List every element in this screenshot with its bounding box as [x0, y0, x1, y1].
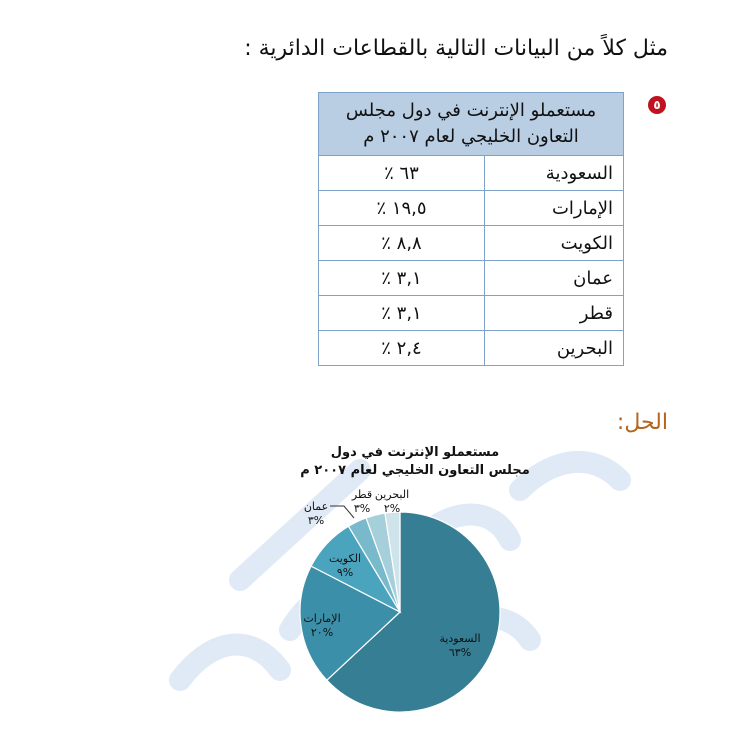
slice-value-label: %٣ [307, 514, 325, 527]
internet-users-table [318, 92, 624, 366]
value-cell: ٦٣ ٪ [319, 156, 485, 191]
slice-category-label: السعودية [439, 632, 481, 645]
slice-category-label: عمان [303, 500, 329, 513]
value-cell: ٣,١ ٪ [319, 261, 485, 296]
solution-label: الحل: [616, 410, 668, 435]
pie-chart [250, 440, 580, 740]
value-cell: ١٩,٥ ٪ [319, 191, 485, 226]
slice-value-label: %٢ [383, 502, 401, 515]
value-cell: ٣,١ ٪ [319, 296, 485, 331]
slice-value-label: %٦٣ [448, 646, 472, 659]
question-text: مثل كلاً من البيانات التالية بالقطاعات الدائرية : [244, 36, 668, 61]
table-row [319, 191, 624, 226]
table-row [319, 156, 624, 191]
country-cell: السعودية [485, 156, 624, 191]
slice-category-label: الكويت [328, 552, 362, 565]
slice-category-label: الإمارات [303, 612, 341, 625]
slice-category-label: قطر [351, 488, 373, 501]
label-leader-line [330, 506, 354, 518]
slice-value-label: %٩ [336, 566, 354, 579]
country-cell: الكويت [485, 226, 624, 261]
country-cell: البحرين [485, 331, 624, 366]
country-cell: عمان [485, 261, 624, 296]
table-header: مستعملو الإنترنت في دول مجلس التعاون الخليجي لعام ٢٠٠٧ م [319, 93, 624, 156]
table-row [319, 261, 624, 296]
chart-title-line-2: مجلس التعاون الخليجي لعام ٢٠٠٧ م [300, 463, 530, 478]
value-cell: ٨,٨ ٪ [319, 226, 485, 261]
question-number-badge: ٥ [648, 96, 666, 114]
slice-value-label: %٢٠ [310, 626, 334, 639]
slice-value-label: %٣ [353, 502, 371, 515]
country-cell: قطر [485, 296, 624, 331]
table-row [319, 296, 624, 331]
table-row [319, 226, 624, 261]
table-row [319, 331, 624, 366]
value-cell: ٢,٤ ٪ [319, 331, 485, 366]
chart-title-line-1: مستعملو الإنترنت في دول [330, 445, 500, 460]
slice-category-label: البحرين [374, 488, 410, 501]
country-cell: الإمارات [485, 191, 624, 226]
